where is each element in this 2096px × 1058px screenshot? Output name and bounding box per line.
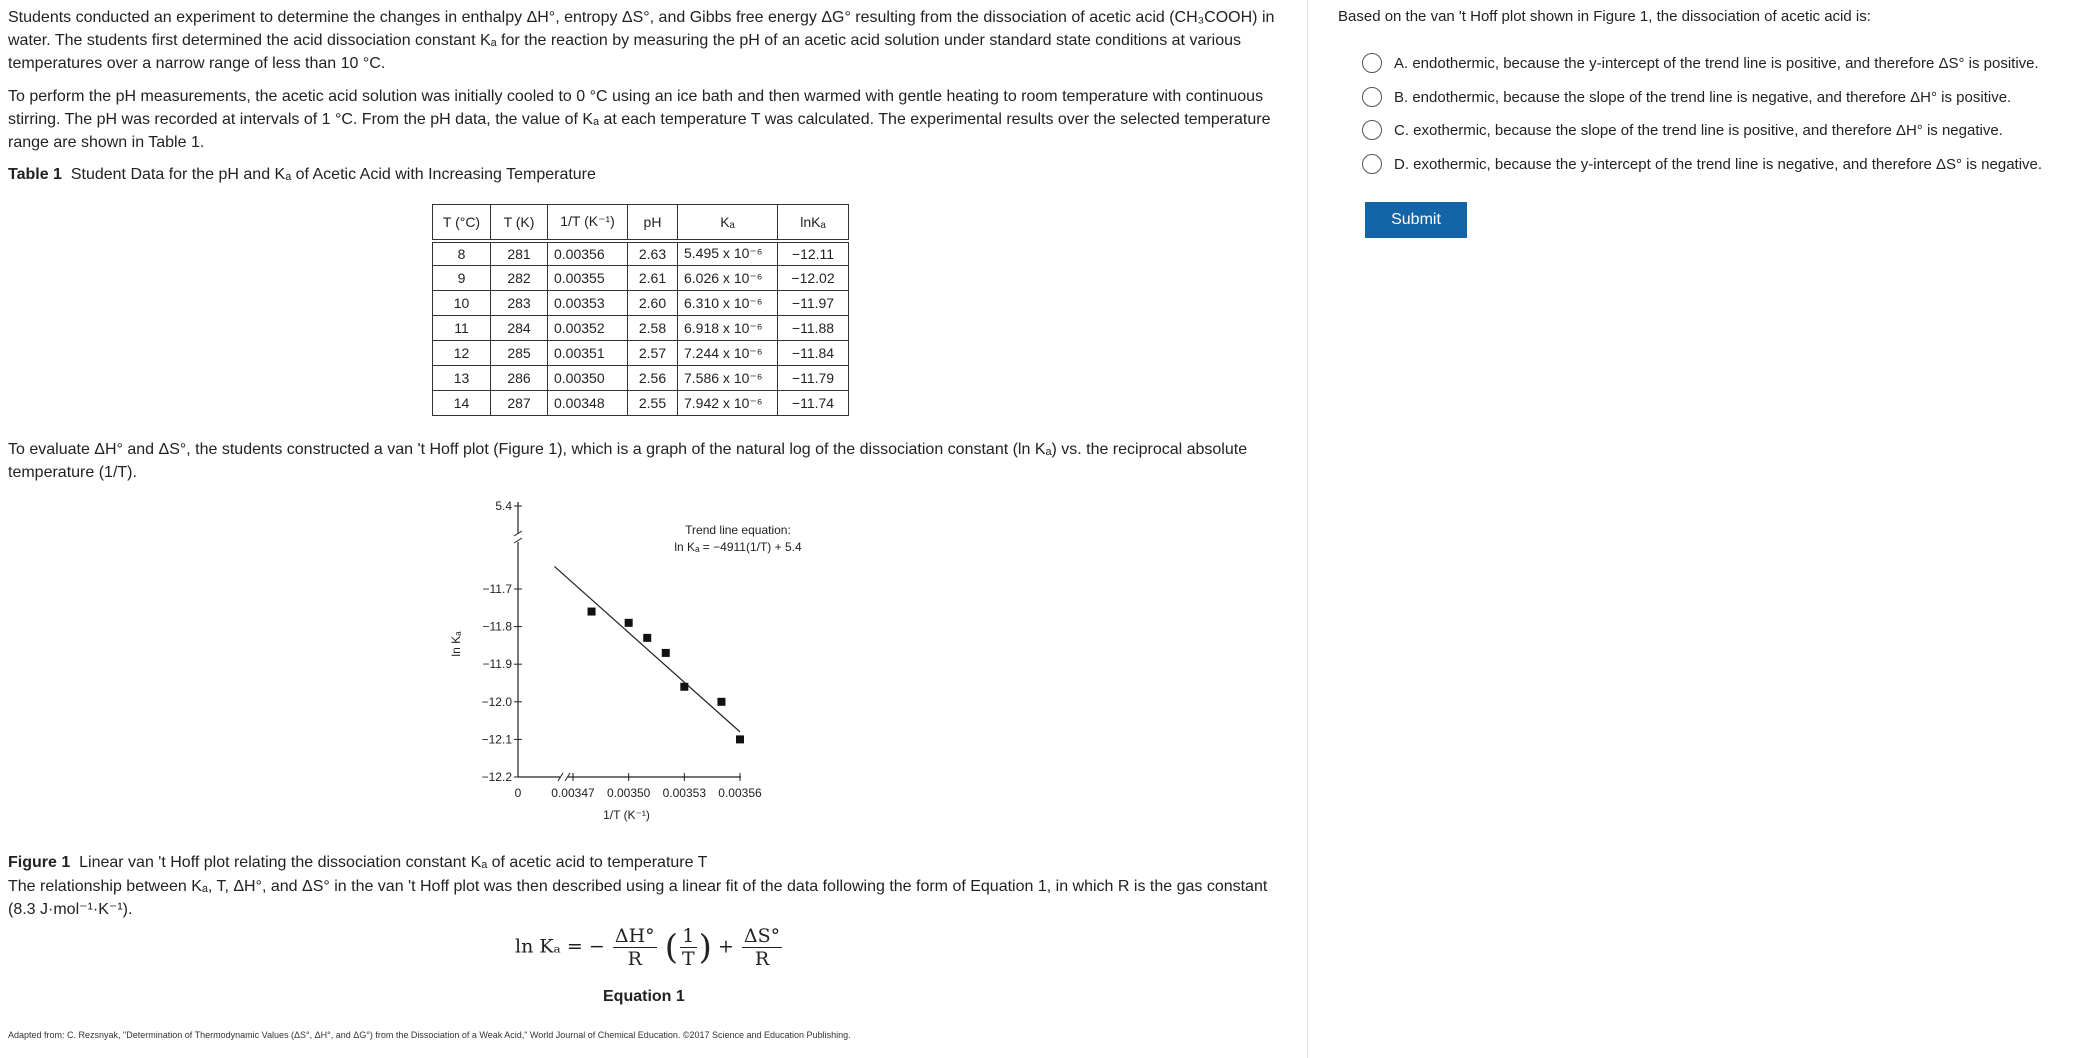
table-cell: 0.00350 <box>548 366 628 391</box>
table-cell: 2.60 <box>628 291 678 316</box>
table-caption-text: Student Data for the pH and Kₐ of Acetic Acid with Increasing Temperature <box>70 166 596 183</box>
table-cell: −11.97 <box>778 291 849 316</box>
table-cell: 0.00351 <box>548 341 628 366</box>
table-cell: 14 <box>433 391 491 416</box>
table-cell: 7.244 x 10⁻⁶ <box>678 341 778 366</box>
equation-den-t: T <box>681 948 695 970</box>
y-tick-label: −12.1 <box>481 732 512 747</box>
table-cell: 2.63 <box>628 241 678 266</box>
table-row <box>433 316 849 341</box>
y-tick-label: −12.2 <box>481 770 512 784</box>
table-header-row <box>433 205 849 241</box>
table-cell: 5.495 x 10⁻⁶ <box>678 241 778 266</box>
table-cell: 0.00352 <box>548 316 628 341</box>
equation-num-ds: ΔS° <box>743 925 781 947</box>
table-cell: −12.02 <box>778 266 849 291</box>
table-cell: −11.79 <box>778 366 849 391</box>
answer-option-a-text: A. endothermic, because the y-intercept of the trend line is positive, and therefore ΔS° is positive. <box>1394 54 2039 72</box>
table-cell: 285 <box>491 341 548 366</box>
table-cell: 6.918 x 10⁻⁶ <box>678 316 778 341</box>
data-table <box>432 204 849 416</box>
question-panel <box>1338 0 2096 1058</box>
table-row <box>433 291 849 316</box>
question-prompt: Based on the van 't Hoff plot shown in Figure 1, the dissociation of acetic acid is: <box>1338 8 1871 25</box>
table-cell: 284 <box>491 316 548 341</box>
table-cell: 11 <box>433 316 491 341</box>
equation-plus: + <box>717 935 734 958</box>
table-cell: 0.00355 <box>548 266 628 291</box>
equation-num-dh: ΔH° <box>614 925 655 947</box>
table-row <box>433 241 849 266</box>
table-header: Kₐ <box>678 205 778 241</box>
table-cell: −11.88 <box>778 316 849 341</box>
data-point <box>717 698 725 706</box>
table-cell: 7.586 x 10⁻⁶ <box>678 366 778 391</box>
x-tick-label: 0.00356 <box>718 786 762 800</box>
table-cell: 2.58 <box>628 316 678 341</box>
x-tick-label: 0 <box>514 786 522 800</box>
data-point <box>643 634 651 642</box>
y-axis-label: ln Kₐ <box>449 631 463 657</box>
table-cell: −11.84 <box>778 341 849 366</box>
answer-option-d-text: D. exothermic, because the y-intercept of the trend line is negative, and therefore ΔS° is negative. <box>1394 155 2043 173</box>
table-cell: 2.61 <box>628 266 678 291</box>
table-cell: 2.55 <box>628 391 678 416</box>
y-tick-label: −11.9 <box>482 657 512 672</box>
answer-option-d[interactable] <box>1362 152 2042 176</box>
table-cell: 0.00348 <box>548 391 628 416</box>
figure-caption-label: Figure 1 <box>8 854 71 871</box>
table-cell: 283 <box>491 291 548 316</box>
equation-lhs: ln Kₐ = − <box>515 935 605 958</box>
table-cell: 281 <box>491 241 548 266</box>
table-cell: 0.00353 <box>548 291 628 316</box>
equation-fraction-ds <box>742 925 782 970</box>
table-cell: 2.56 <box>628 366 678 391</box>
data-point <box>662 649 670 657</box>
equation-den-r: R <box>627 948 642 970</box>
panel-divider <box>1307 0 1308 1058</box>
trend-annotation-title: Trend line equation: <box>685 523 791 537</box>
data-point <box>625 619 633 627</box>
source-citation: Adapted from: C. Rezsnyak, "Determination of Thermodynamic Values (ΔS°, ΔH°, and ΔG°) from the Dissociation of a Weak Acid," World Journal of Chemical Education. ©2017 Science and Education Publishing. <box>8 1030 851 1040</box>
answer-option-b[interactable] <box>1362 85 2011 109</box>
answer-option-a[interactable] <box>1362 51 2039 75</box>
trend-line <box>554 566 740 731</box>
table-cell: 2.57 <box>628 341 678 366</box>
table-cell: 286 <box>491 366 548 391</box>
table-cell: 8 <box>433 241 491 266</box>
data-point <box>736 735 744 743</box>
table-header: pH <box>628 205 678 241</box>
table-cell: 9 <box>433 266 491 291</box>
trend-annotation-equation: ln Kₐ = −4911(1/T) + 5.4 <box>674 540 802 554</box>
equation-1: ln Kₐ = − $\frac{\Delta H^\circ}{R}$ ( $\frac{1}{T}$ ) + $\frac{\Delta S^\circ}{R}$ <box>515 925 781 970</box>
answer-option-b-text: B. endothermic, because the slope of the trend line is negative, and therefore ΔH° is positive. <box>1394 88 2012 106</box>
passage-paragraph-4: The relationship between Kₐ, T, ΔH°, and ΔS° in the van 't Hoff plot was then described using a linear fit of the data following the form of Equation 1, in which R is the gas constant (8.3 J·mol⁻¹·K⁻¹). <box>8 878 1268 918</box>
equation-num-1: 1 <box>680 925 697 948</box>
table-row <box>433 341 849 366</box>
data-point <box>588 608 596 616</box>
table-row <box>433 266 849 291</box>
data-point <box>680 683 688 691</box>
table-cell: 6.026 x 10⁻⁶ <box>678 266 778 291</box>
radio-a[interactable] <box>1362 53 1382 73</box>
table-cell: −12.11 <box>778 241 849 266</box>
y-tick-label: −11.8 <box>482 619 512 634</box>
table-header: T (°C) <box>433 205 491 241</box>
y-tick-label: 5.4 <box>495 499 512 513</box>
table-caption-label: Table 1 <box>8 166 62 183</box>
table-caption <box>8 164 1298 186</box>
answer-option-c-text: C. exothermic, because the slope of the trend line is positive, and therefore ΔH° is negative. <box>1394 121 2003 139</box>
figure-caption-text: Linear van 't Hoff plot relating the dissociation constant Kₐ of acetic acid to temperature T <box>79 854 708 871</box>
x-tick-label: 0.00347 <box>551 786 595 800</box>
y-tick-label: −12.0 <box>481 694 512 709</box>
y-tick-label: −11.7 <box>482 582 512 596</box>
table-cell: 13 <box>433 366 491 391</box>
equation-label: Equation 1 <box>603 988 685 1005</box>
radio-b[interactable] <box>1362 87 1382 107</box>
x-axis-label: 1/T (K⁻¹) <box>603 808 650 822</box>
radio-c[interactable] <box>1362 120 1382 140</box>
van-t-hoff-plot <box>436 498 866 838</box>
equation-den-r2: R <box>754 948 770 970</box>
table-header: 1/T (K⁻¹) <box>548 205 628 241</box>
x-tick-label: 0.00350 <box>606 786 651 800</box>
figure-caption <box>8 852 707 874</box>
table-cell: 0.00356 <box>548 241 628 266</box>
radio-d[interactable] <box>1362 154 1382 174</box>
passage-paragraph-2: To perform the pH measurements, the acetic acid solution was initially cooled to 0 °C using an ice bath and then warmed with gentle heating to room temperature with continuous stirring. The pH was recorded at intervals of 1 °C. From the pH data, the value of Kₐ at each temperature T was calculated. The experimental results over the selected temperature range are shown in Table 1. <box>8 88 1271 151</box>
table-row <box>433 391 849 416</box>
table-row <box>433 366 849 391</box>
answer-option-c[interactable] <box>1362 118 2003 142</box>
table-cell: 10 <box>433 291 491 316</box>
table-cell: 12 <box>433 341 491 366</box>
table-header: lnKₐ <box>778 205 849 241</box>
table-cell: 6.310 x 10⁻⁶ <box>678 291 778 316</box>
table-cell: −11.74 <box>778 391 849 416</box>
submit-button[interactable]: Submit <box>1365 202 1467 238</box>
equation-fraction-inv-t <box>680 925 697 970</box>
table-cell: 7.942 x 10⁻⁶ <box>678 391 778 416</box>
equation-fraction-dh <box>613 925 657 970</box>
x-tick-label: 0.00353 <box>662 786 707 800</box>
table-header: T (K) <box>491 205 548 241</box>
passage-paragraph-3: To evaluate ΔH° and ΔS°, the students constructed a van 't Hoff plot (Figure 1), which is a graph of the natural log of the dissociation constant (ln Kₐ) vs. the reciprocal absolute temperature (1/T). <box>8 441 1248 481</box>
table-cell: 287 <box>491 391 548 416</box>
passage-paragraph-1: Students conducted an experiment to determine the changes in enthalpy ΔH°, entropy ΔS°, and Gibbs free energy ΔG° resulting from the dissociation of acetic acid (CH₃COOH) in water. The students first determined the acid dissociation constant Kₐ for the reaction by measuring the pH of an acetic acid solution under standard state conditions at various temperatures over a narrow range of less than 10 °C. <box>8 9 1275 72</box>
table-cell: 282 <box>491 266 548 291</box>
